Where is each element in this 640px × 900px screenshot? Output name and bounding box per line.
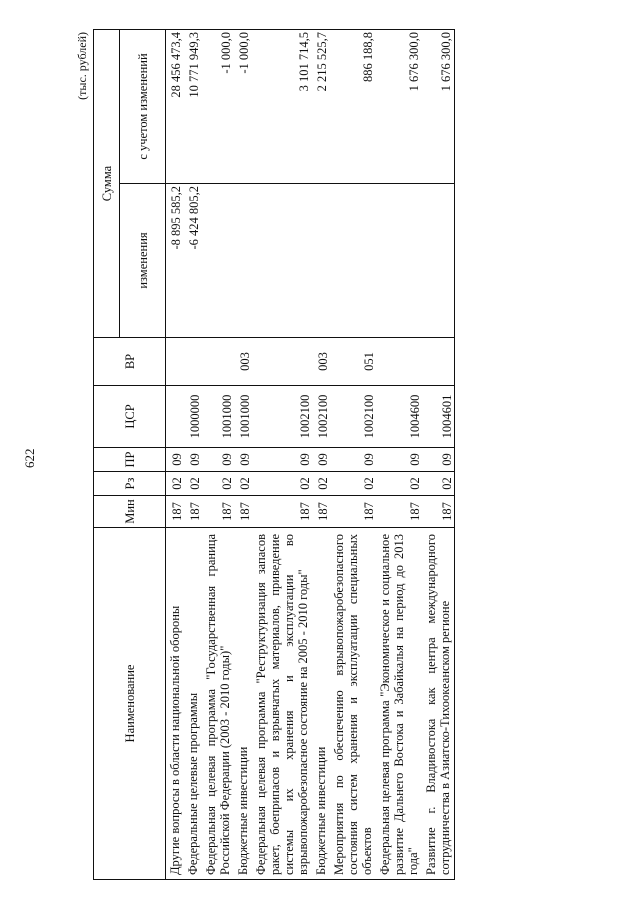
row-rz: 02 <box>330 472 376 496</box>
row-csr: 1000000 <box>184 386 202 448</box>
row-rz: 02 <box>252 472 312 496</box>
budget-table <box>93 29 455 880</box>
table-row <box>330 30 376 880</box>
row-total: 886 188,8 <box>330 30 376 184</box>
row-name: Федеральная целевая программа "Экономическое и социальное развитие Дальнего Востока и Забайкалья на период до 2013 года" <box>376 528 422 880</box>
row-pr: 09 <box>234 448 252 472</box>
row-change <box>202 184 234 338</box>
row-pr: 09 <box>202 448 234 472</box>
row-csr: 1002100 <box>312 386 330 448</box>
row-change <box>252 184 312 338</box>
row-min: 187 <box>166 496 185 528</box>
row-min: 187 <box>330 496 376 528</box>
unit-note: (тыс. рублей) <box>75 32 89 100</box>
page-number: 622 <box>22 448 37 468</box>
row-name: Развитие г. Владивостока как центра международного сотрудничества в Азиатско-Тихоокеанском регионе <box>422 528 455 880</box>
row-csr: 1004601 <box>422 386 455 448</box>
row-name: Бюджетные инвестиции <box>312 528 330 880</box>
row-vr <box>376 338 422 386</box>
row-pr: 09 <box>330 448 376 472</box>
row-rz: 02 <box>166 472 185 496</box>
row-vr <box>252 338 312 386</box>
row-rz: 02 <box>312 472 330 496</box>
row-pr: 09 <box>252 448 312 472</box>
row-vr: 051 <box>330 338 376 386</box>
row-csr: 1002100 <box>330 386 376 448</box>
row-min: 187 <box>184 496 202 528</box>
row-total: -1 000,0 <box>234 30 252 184</box>
row-name: Бюджетные инвестиции <box>234 528 252 880</box>
table-row <box>422 30 455 880</box>
row-change <box>330 184 376 338</box>
row-total: 1 676 300,0 <box>376 30 422 184</box>
row-pr: 09 <box>184 448 202 472</box>
row-csr: 1004600 <box>376 386 422 448</box>
row-change <box>312 184 330 338</box>
row-total: 3 101 714,5 <box>252 30 312 184</box>
row-rz: 02 <box>376 472 422 496</box>
row-change <box>376 184 422 338</box>
row-vr <box>184 338 202 386</box>
row-pr: 09 <box>422 448 455 472</box>
row-name: Мероприятия по обеспечению взрывопожаробезопасного состояния систем хранения и эксплуатации специальных объектов <box>330 528 376 880</box>
row-min: 187 <box>376 496 422 528</box>
row-pr: 09 <box>166 448 185 472</box>
row-total: 1 676 300,0 <box>422 30 455 184</box>
row-change <box>422 184 455 338</box>
rotated-page-content <box>75 30 615 880</box>
row-csr: 1001000 <box>202 386 234 448</box>
row-rz: 02 <box>422 472 455 496</box>
header-vr: ВР <box>94 338 166 386</box>
row-change: -8 895 585,2 <box>166 184 185 338</box>
header-changes: изменения <box>120 184 166 338</box>
row-vr <box>202 338 234 386</box>
row-vr <box>422 338 455 386</box>
header-min: Мин <box>94 496 166 528</box>
row-total: 28 456 473,4 <box>166 30 185 184</box>
header-rz: Рз <box>94 472 166 496</box>
row-csr <box>166 386 185 448</box>
row-total: 2 215 525,7 <box>312 30 330 184</box>
row-vr: 003 <box>234 338 252 386</box>
header-with-changes: с учетом изменений <box>120 30 166 184</box>
row-min: 187 <box>422 496 455 528</box>
row-vr: 003 <box>312 338 330 386</box>
row-change <box>234 184 252 338</box>
row-rz: 02 <box>184 472 202 496</box>
row-min: 187 <box>252 496 312 528</box>
table-row <box>184 30 202 880</box>
table-row <box>312 30 330 880</box>
row-csr: 1001000 <box>234 386 252 448</box>
table-row <box>234 30 252 880</box>
row-csr: 1002100 <box>252 386 312 448</box>
row-total: 10 771 949,3 <box>184 30 202 184</box>
row-pr: 09 <box>376 448 422 472</box>
row-name: Федеральная целевая программа "Реструктуризация запасов ракет, боеприпасов и взрывчатых материалов, приведение системы их хранения и эксплуатации во взрывопожаробезопасное состояние на 2005 - 2010 годы" <box>252 528 312 880</box>
table-row <box>166 30 185 880</box>
row-total: -1 000,0 <box>202 30 234 184</box>
row-min: 187 <box>202 496 234 528</box>
table-row <box>252 30 312 880</box>
row-name: Федеральная целевая программа "Государственная граница Российской Федерации (2003 - 2010 годы)" <box>202 528 234 880</box>
row-min: 187 <box>312 496 330 528</box>
header-name: Наименование <box>94 528 166 880</box>
table-row <box>376 30 422 880</box>
row-rz: 02 <box>202 472 234 496</box>
row-name: Другие вопросы в области национальной обороны <box>166 528 185 880</box>
table-row <box>202 30 234 880</box>
header-pr: ПР <box>94 448 166 472</box>
header-csr: ЦСР <box>94 386 166 448</box>
row-min: 187 <box>234 496 252 528</box>
row-change: -6 424 805,2 <box>184 184 202 338</box>
row-rz: 02 <box>234 472 252 496</box>
row-vr <box>166 338 185 386</box>
row-name: Федеральные целевые программы <box>184 528 202 880</box>
row-pr: 09 <box>312 448 330 472</box>
header-sum: Сумма <box>94 30 120 338</box>
